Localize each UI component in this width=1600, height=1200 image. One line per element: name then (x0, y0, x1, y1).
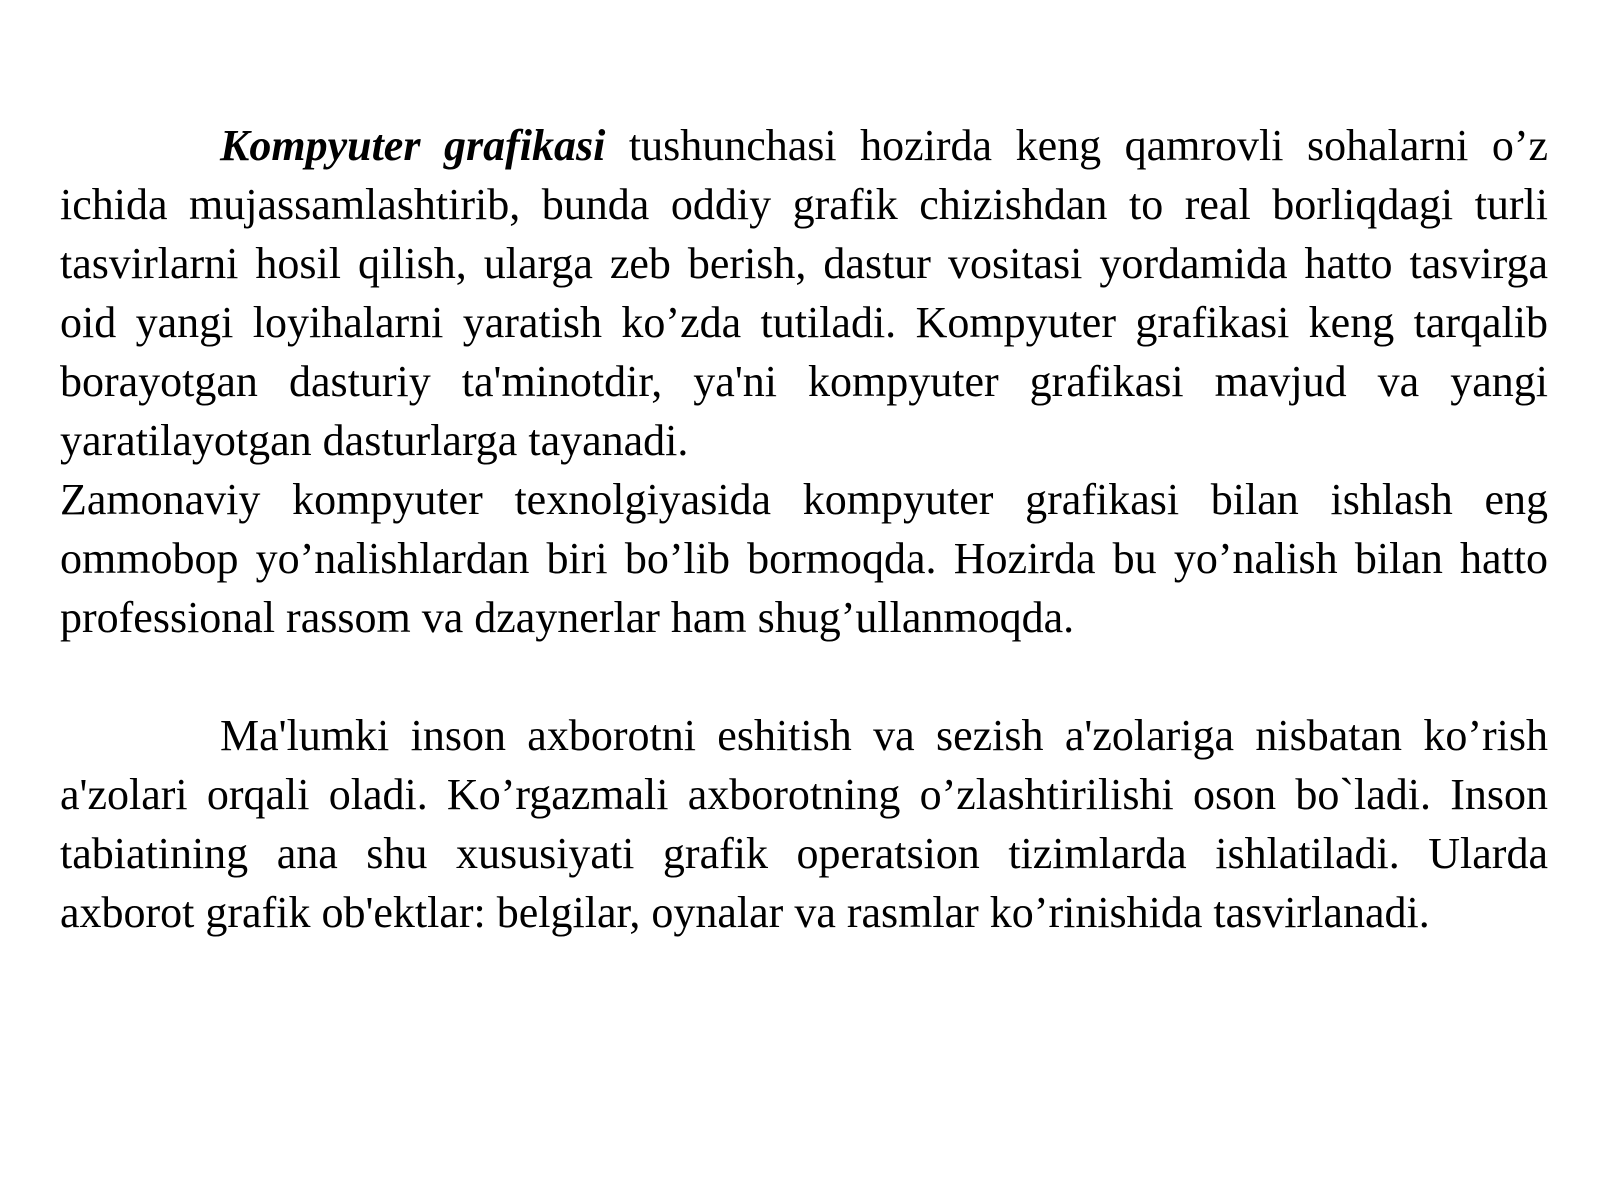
paragraph-human-perception: Ma'lumki inson axborotni eshitish va sezish a'zolariga nisbatan ko’rish a'zolari orqali oladi. Ko’rgazmali axborotning o’zlashtirilishi oson bo`ladi. Inson tabiatining ana shu xususiyati grafik operatsion tizimlarda ishlatiladi. Ularda axborot grafik ob'ektlar: belgilar, oynalar va rasmlar ko’rinishida tasvirlanadi. (60, 711, 1548, 937)
paragraph-1-text: tushunchasi hozirda keng qamrovli sohalarni o’z ichida mujassamlashtirib, bunda oddiy grafik chizishdan to real borliqdagi turli tasvirlarni hosil qilish, ularga zeb berish, dastur vositasi yordamida hatto tasvirga oid yangi loyihalarni yaratish ko’zda tutiladi. Kompyuter grafikasi keng tarqalib borayotgan dasturiy ta'minotdir, ya'ni kompyuter grafikasi mavjud va yangi yaratilayotgan dasturlarga tayanadi. (60, 121, 1549, 465)
term-kompyuter-grafikasi: Kompyuter grafikasi (220, 121, 606, 170)
paragraph-computer-graphics-definition (60, 116, 1548, 470)
slide-body (60, 116, 1548, 942)
paragraph-spacer (60, 647, 1548, 706)
paragraph-modern-technology: Zamonaviy kompyuter texnolgiyasida kompyuter grafikasi bilan ishlash eng ommobop yo’nalishlardan biri bo’lib bormoqda. Hozirda bu yo’nalish bilan hatto professional rassom va dzaynerlar ham shug’ullanmoqda. (60, 475, 1548, 642)
